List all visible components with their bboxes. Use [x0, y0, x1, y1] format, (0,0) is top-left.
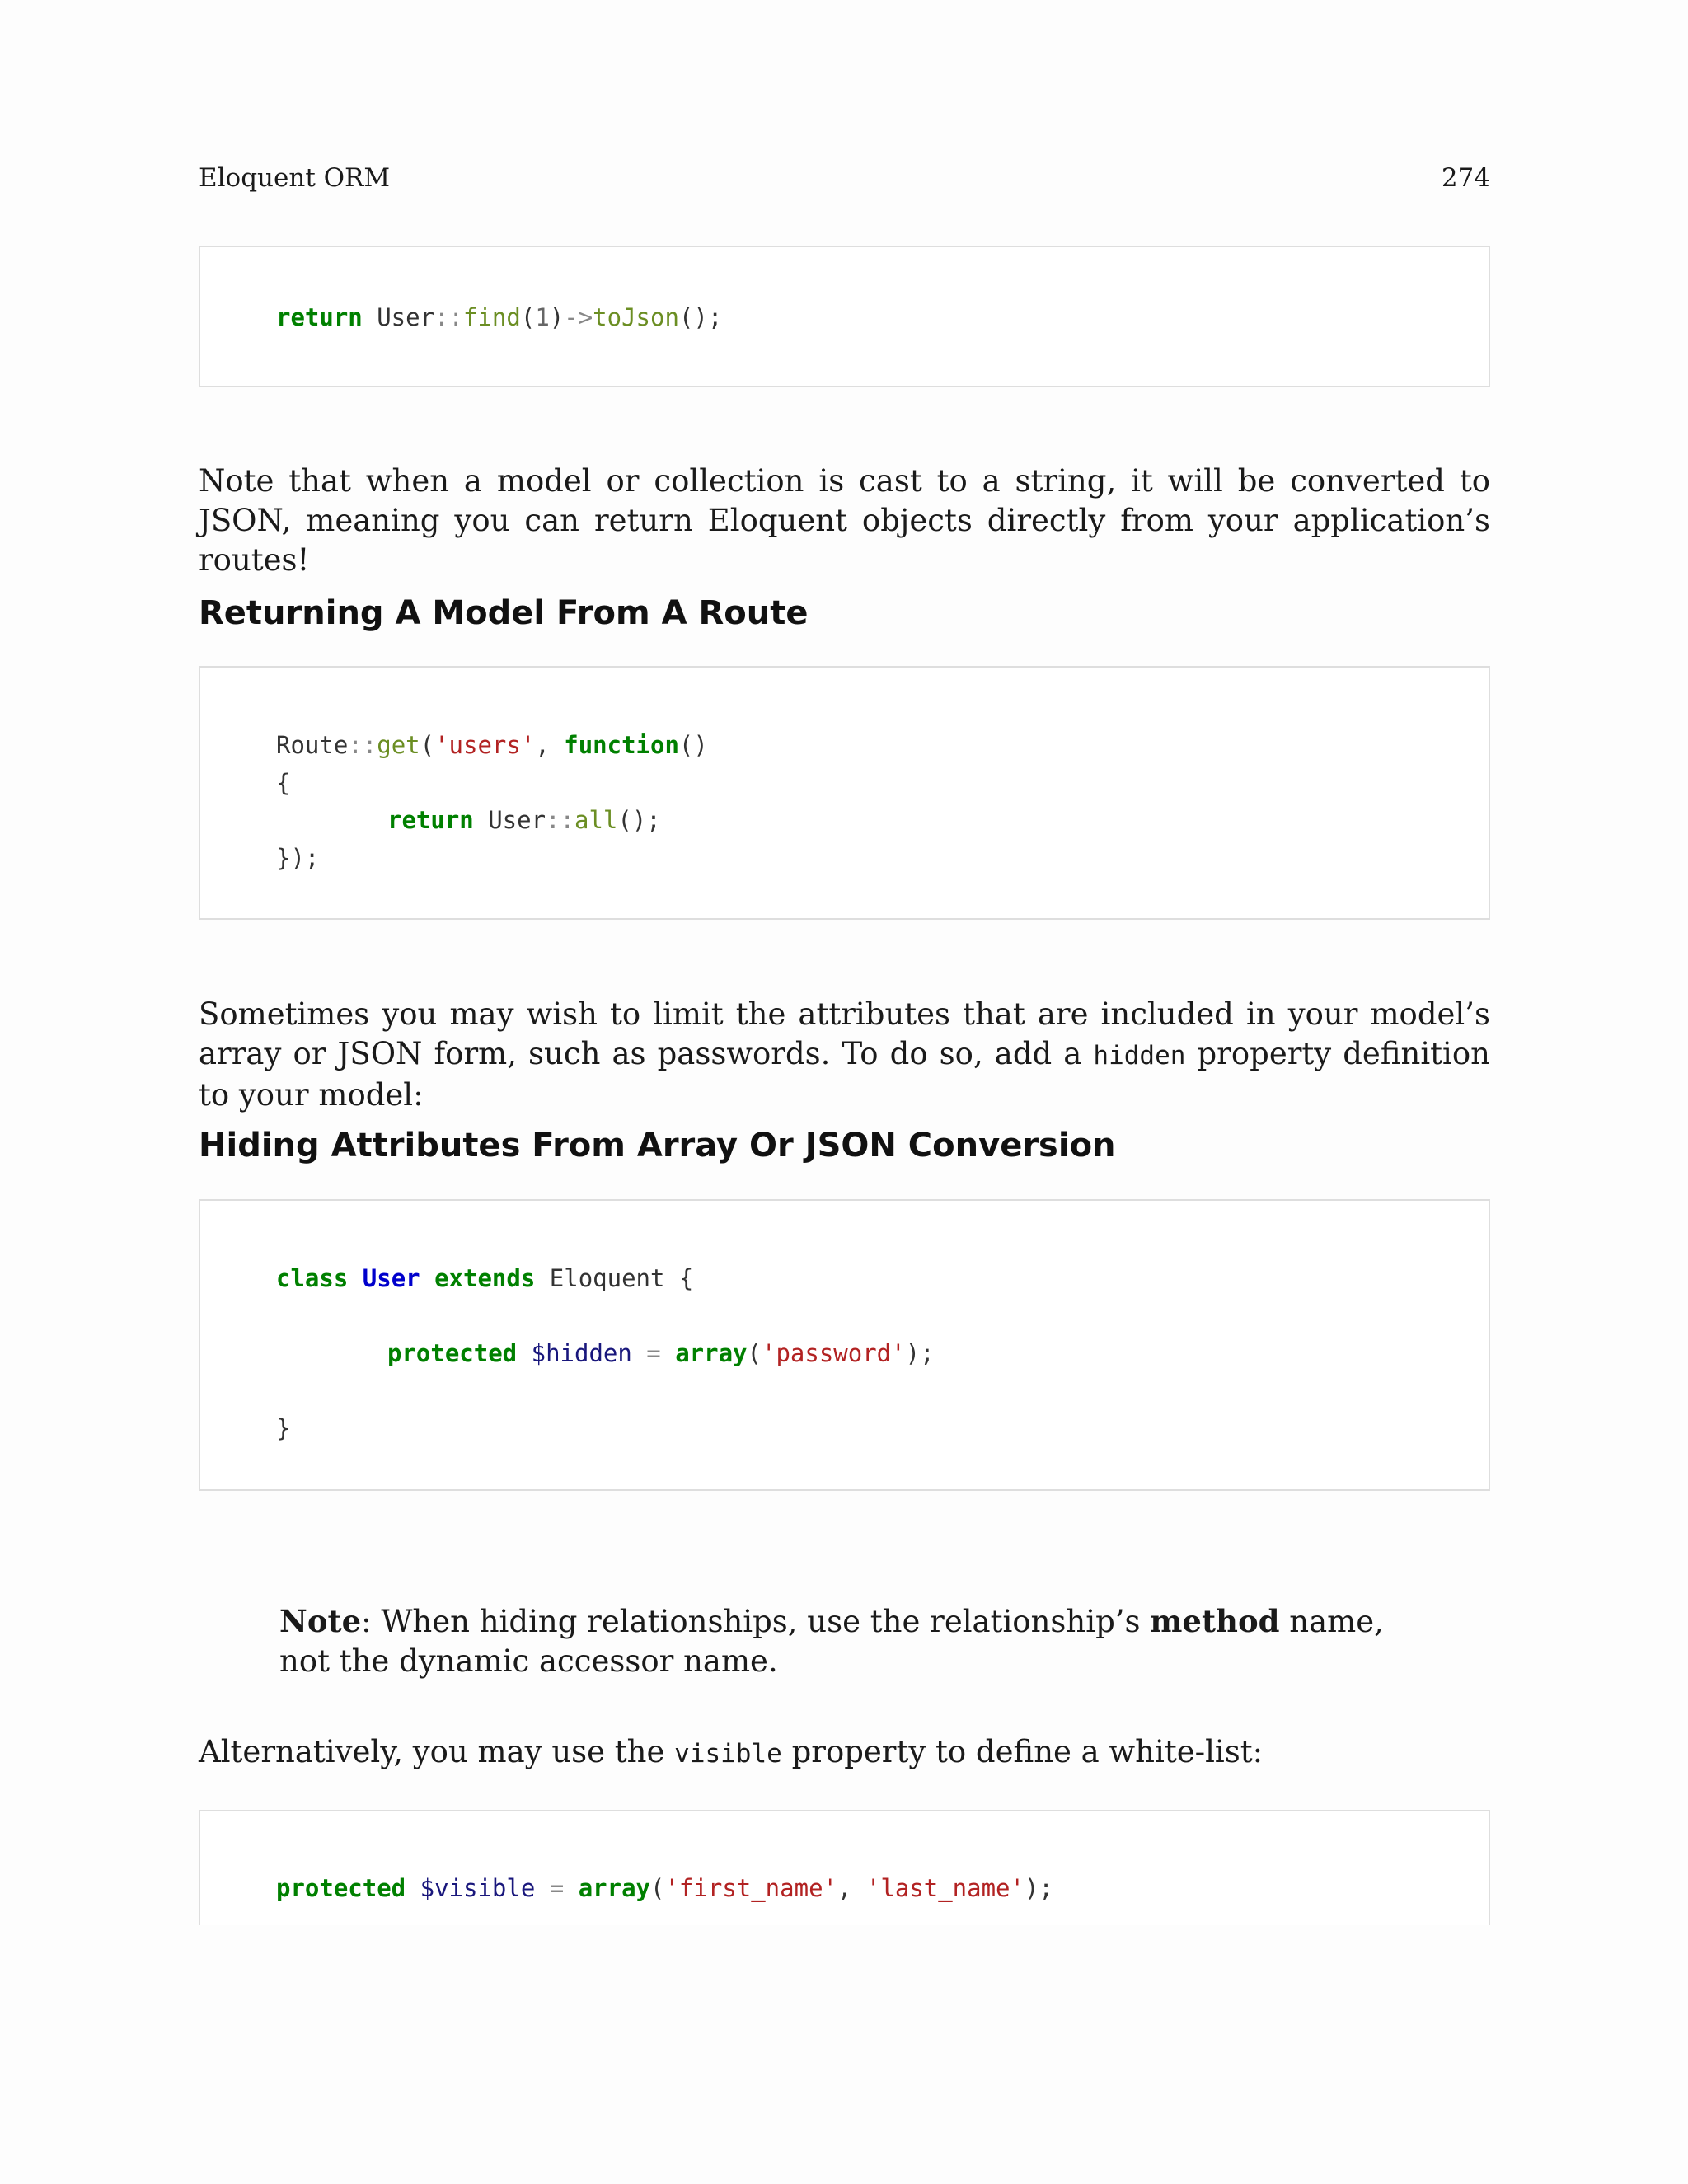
paragraph-text: property definition to your model: [199, 1036, 1490, 1113]
code-keyword: protected [276, 1874, 406, 1902]
inline-code: hidden [1093, 1041, 1186, 1071]
code-punct: , [535, 731, 565, 759]
chapter-title: Eloquent ORM [199, 163, 391, 193]
code-operator: :: [546, 806, 574, 834]
code-punct: () [678, 731, 708, 759]
code-line [276, 839, 319, 877]
note-bold-text: method [1150, 1603, 1280, 1639]
code-class: Route [276, 731, 349, 759]
code-block-tojson [199, 246, 1490, 387]
code-line [276, 726, 708, 764]
code-string: 'password' [762, 1339, 906, 1367]
code-method: toJson [593, 303, 679, 331]
code-line [387, 801, 661, 839]
code-line [276, 1869, 1053, 1907]
section-heading-hiding-attributes: Hiding Attributes From Array Or JSON Conversion [199, 1127, 1116, 1165]
code-keyword: function [564, 731, 679, 759]
code-punct: ( [650, 1874, 665, 1902]
code-space [517, 1339, 531, 1367]
paragraph-text: Sometimes you may wish to limit the attributes that are included in your model’s array or JSON form, such as passwords. To do so, add a [199, 996, 1490, 1071]
code-operator: = [535, 1874, 579, 1902]
code-keyword: array [578, 1874, 650, 1902]
page-number: 274 [1441, 163, 1490, 193]
code-keyword: return [276, 303, 363, 331]
code-punct: ( [420, 731, 435, 759]
code-string: 'first_name' [664, 1874, 837, 1902]
code-punct: (); [617, 806, 661, 834]
code-block-hidden [199, 1199, 1490, 1491]
code-line [387, 1334, 935, 1372]
paragraph-hidden-property [199, 995, 1490, 1115]
code-method: get [377, 731, 420, 759]
note-label: Note [279, 1603, 362, 1639]
code-keyword: array [675, 1339, 748, 1367]
code-class-name: User [362, 1264, 420, 1292]
code-block-visible [199, 1810, 1490, 1925]
code-line [276, 1259, 693, 1297]
note-text: : When hiding relationships, use the relationship’s [361, 1604, 1151, 1639]
code-method: all [574, 806, 618, 834]
code-variable: $visible [420, 1874, 536, 1902]
section-heading-returning-model: Returning A Model From A Route [199, 594, 809, 632]
code-class: User [473, 806, 546, 834]
code-punct: ( [520, 303, 536, 331]
paragraph-text: Note that when a model or collection is cast to a string, it will be converted to JSON, meaning you can return Eloquent objects directly from your application’s routes! [199, 463, 1490, 578]
code-punct: ) [549, 303, 565, 331]
code-punct: (); [678, 303, 723, 331]
code-method: find [463, 303, 521, 331]
code-space [348, 1264, 362, 1292]
code-punct: ); [1024, 1874, 1053, 1902]
code-line [276, 298, 722, 336]
code-keyword: protected [387, 1339, 518, 1367]
note-relationships [279, 1601, 1433, 1681]
paragraph-json-cast [199, 462, 1490, 580]
code-string: 'users' [434, 731, 536, 759]
code-operator: :: [348, 731, 377, 759]
code-punct: }); [276, 844, 320, 872]
inline-code: visible [674, 1739, 782, 1769]
code-punct: , [837, 1874, 866, 1902]
code-operator: :: [434, 303, 463, 331]
paragraph-text: property to define a white-list: [781, 1734, 1264, 1769]
code-operator: = [631, 1339, 676, 1367]
code-string: 'last_name' [865, 1874, 1025, 1902]
code-line [276, 1409, 290, 1447]
code-punct: { [276, 769, 291, 797]
code-number: 1 [535, 303, 550, 331]
code-space [420, 1264, 434, 1292]
code-keyword: return [387, 806, 474, 834]
paragraph-text: Alternatively, you may use the [199, 1734, 675, 1769]
code-variable: $hidden [531, 1339, 632, 1367]
code-class: User [362, 303, 435, 331]
code-punct: ( [747, 1339, 762, 1367]
code-keyword: class [276, 1264, 349, 1292]
code-space [406, 1874, 420, 1902]
note-text: name, not the dynamic accessor name. [279, 1604, 1384, 1679]
code-line [276, 764, 290, 802]
code-punct: } [276, 1414, 291, 1442]
paragraph-visible-property [199, 1732, 1490, 1774]
code-block-route [199, 666, 1490, 920]
code-punct: ); [905, 1339, 935, 1367]
code-keyword: extends [434, 1264, 536, 1292]
code-class: Eloquent { [535, 1264, 694, 1292]
code-operator: -> [564, 303, 593, 331]
